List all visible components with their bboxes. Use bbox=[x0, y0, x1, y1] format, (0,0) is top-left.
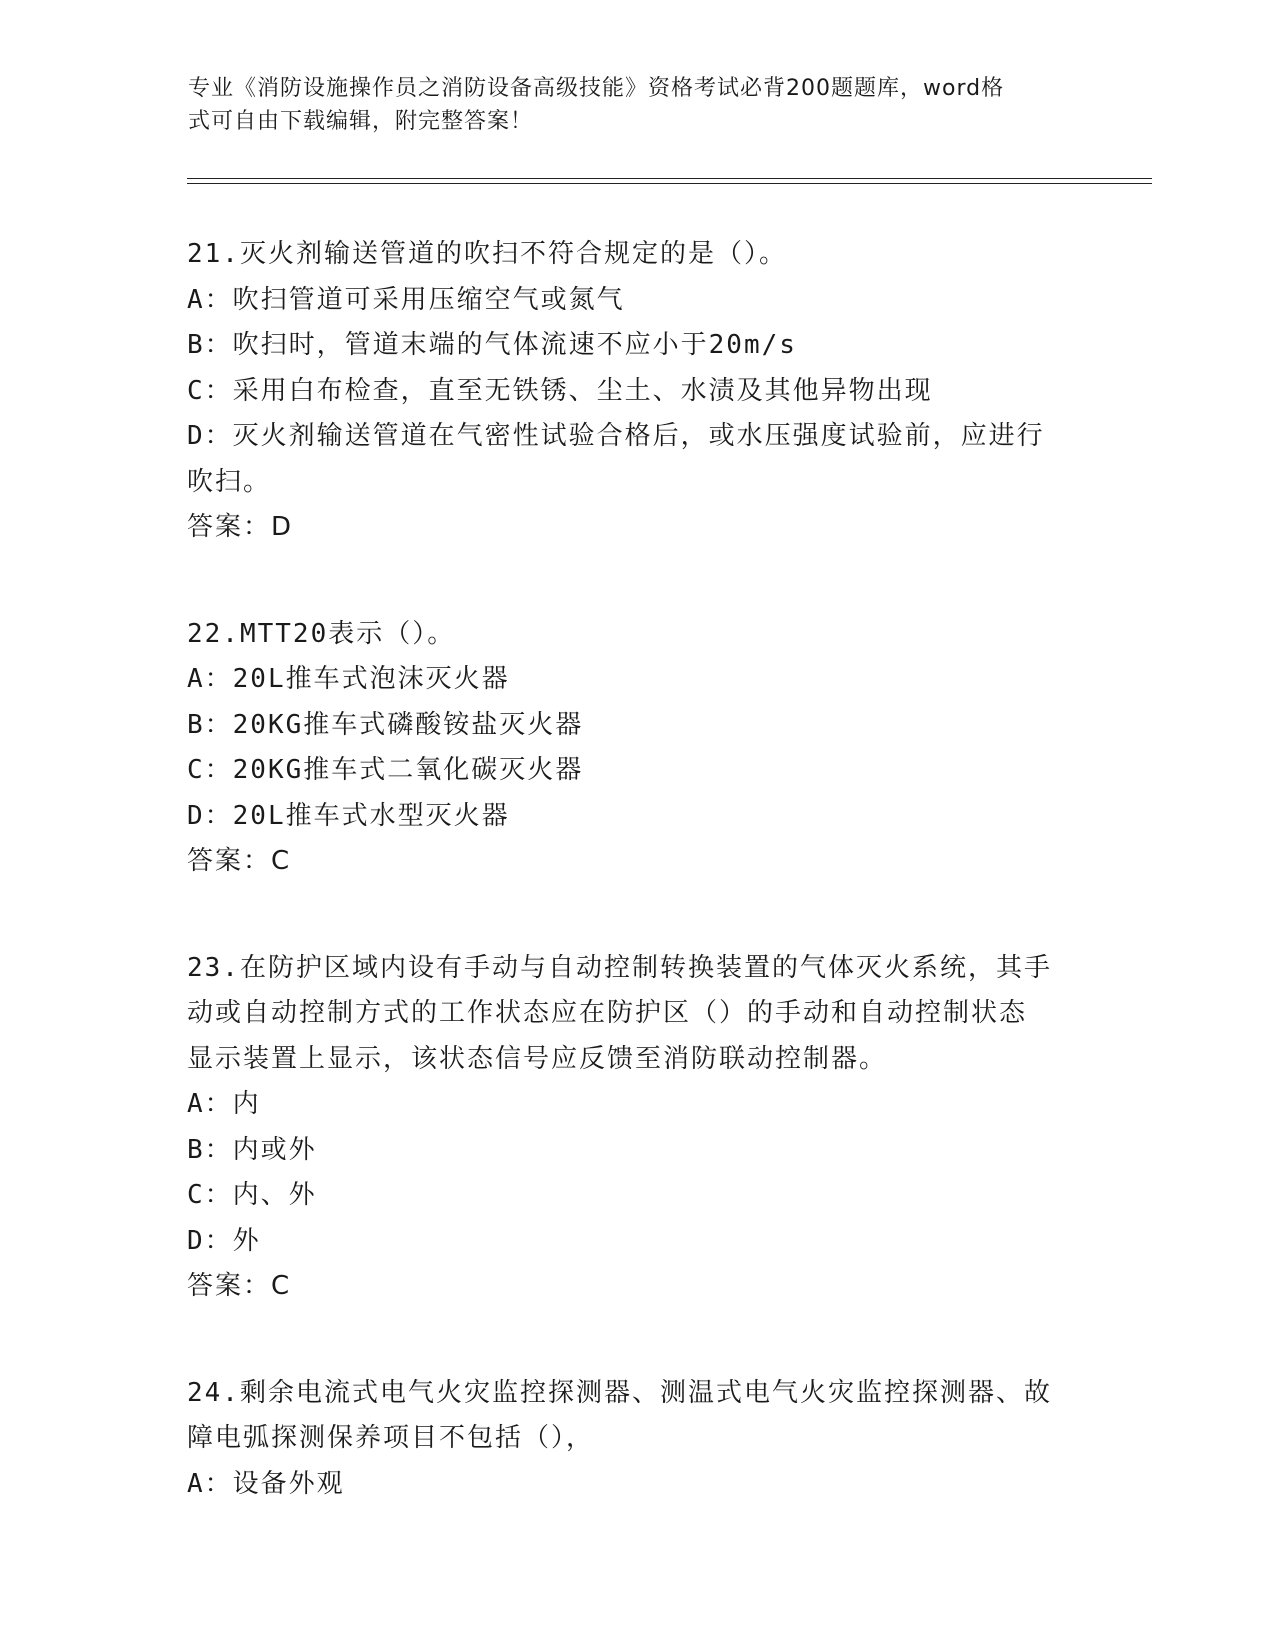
document-header bbox=[188, 72, 1068, 138]
question-stem-continued: 显示装置上显示，该状态信号应反馈至消防联动控制器。 bbox=[187, 1043, 888, 1074]
question-23 bbox=[187, 946, 1087, 1310]
question-stem: 23.在防护区域内设有手动与自动控制转换装置的气体灭火系统，其手 bbox=[187, 952, 1052, 983]
answer: 答案：D bbox=[187, 512, 294, 542]
question-stem: 24.剩余电流式电气火灾监控探测器、测温式电气火灾监控探测器、故 bbox=[187, 1377, 1052, 1408]
option-d-continued: 吹扫。 bbox=[187, 466, 272, 497]
option-b: B：20KG推车式磷酸铵盐灭火器 bbox=[187, 709, 584, 740]
question-22 bbox=[187, 612, 1087, 885]
question-stem-continued: 动或自动控制方式的工作状态应在防护区（）的手动和自动控制状态 bbox=[187, 998, 1028, 1028]
option-b: B：内或外 bbox=[187, 1134, 317, 1165]
question-stem: 22.MTT20表示（）。 bbox=[187, 618, 456, 649]
option-a: A：吹扫管道可采用压缩空气或氮气 bbox=[187, 284, 625, 315]
option-c: C：采用白布检查，直至无铁锈、尘土、水渍及其他异物出现 bbox=[187, 375, 933, 406]
header-divider-bottom bbox=[187, 183, 1152, 184]
answer: 答案：C bbox=[187, 1271, 292, 1301]
question-list bbox=[187, 232, 1087, 1507]
answer: 答案：C bbox=[187, 846, 292, 876]
option-b: B：吹扫时，管道末端的气体流速不应小于20m/s bbox=[187, 330, 797, 360]
option-a: A：20L推车式泡沫灭火器 bbox=[187, 664, 510, 694]
header-line-2: 式可自由下载编辑，附完整答案！ bbox=[188, 109, 534, 134]
option-d: D：20L推车式水型灭火器 bbox=[187, 800, 510, 831]
question-24 bbox=[187, 1371, 1087, 1508]
header-divider-top bbox=[187, 178, 1152, 179]
question-stem-continued: 障电弧探测保养项目不包括（）， bbox=[187, 1423, 595, 1453]
header-line-1: 专业《消防设施操作员之消防设备高级技能》资格考试必背200题题库，word格 bbox=[188, 76, 1005, 101]
question-stem: 21.灭火剂输送管道的吹扫不符合规定的是（）。 bbox=[187, 239, 787, 269]
option-d: D：外 bbox=[187, 1225, 261, 1256]
option-d: D：灭火剂输送管道在气密性试验合格后，或水压强度试验前，应进行 bbox=[187, 421, 1045, 451]
option-a: A：内 bbox=[187, 1089, 261, 1119]
option-a: A：设备外观 bbox=[187, 1468, 345, 1499]
option-c: C：内、外 bbox=[187, 1180, 317, 1210]
question-21 bbox=[187, 232, 1087, 551]
option-c: C：20KG推车式二氧化碳灭火器 bbox=[187, 755, 584, 785]
